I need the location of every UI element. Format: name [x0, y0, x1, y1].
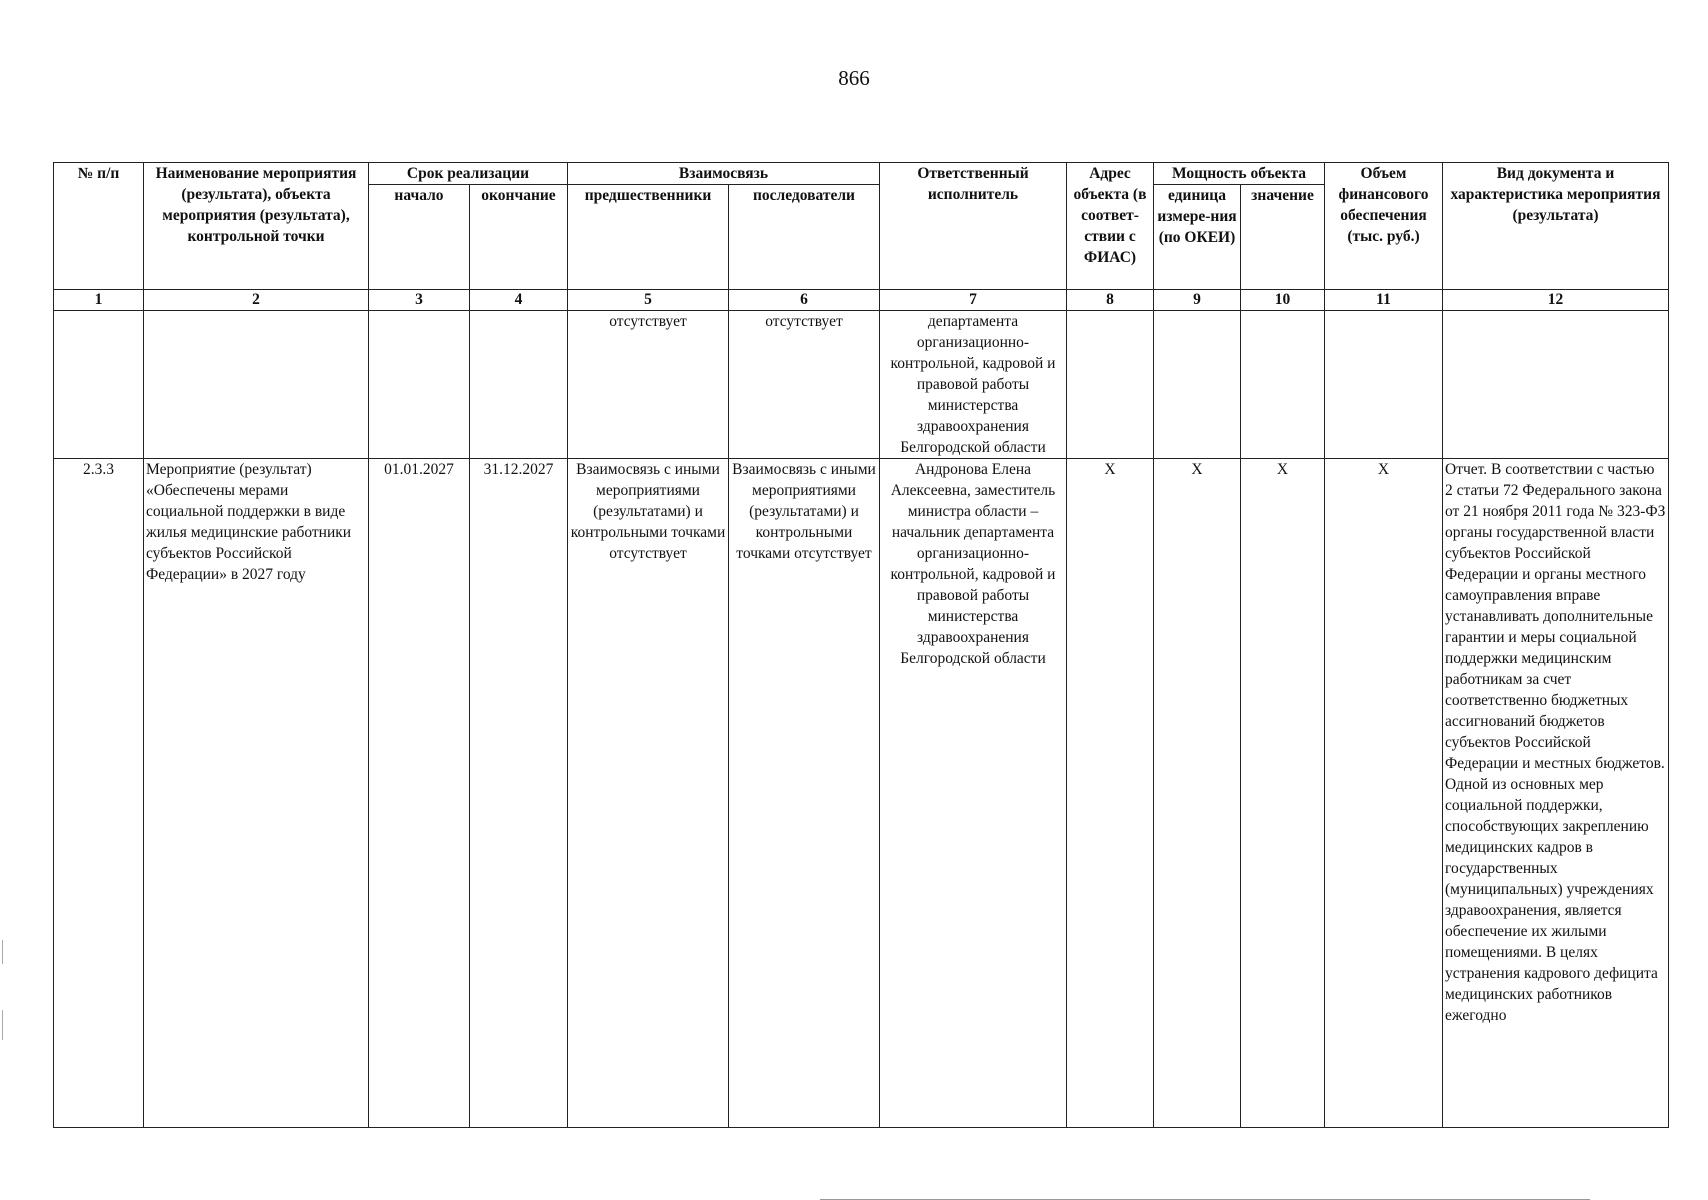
cell-pred: Взаимосвязь с иными мероприятиями (результатами) и контрольными точками отсутствует [568, 459, 729, 1128]
header-power-value: значение [1241, 185, 1325, 290]
cell-no: 2.3.3 [54, 459, 144, 1128]
header-rel-pred: предшественники [568, 185, 729, 290]
column-number: 5 [568, 290, 729, 311]
header-doc: Вид документа и характеристика мероприятия (результата) [1443, 163, 1669, 290]
cell-end: 31.12.2027 [470, 459, 568, 1128]
cell-doc [1443, 311, 1669, 459]
cell-pred: отсутствует [568, 311, 729, 459]
cell-value: Х [1241, 459, 1325, 1128]
cell-unit [1154, 311, 1241, 459]
plan-table [53, 162, 1669, 1128]
column-number: 12 [1443, 290, 1669, 311]
column-number: 9 [1154, 290, 1241, 311]
cell-end [470, 311, 568, 459]
cell-succ: отсутствует [729, 311, 880, 459]
cell-address [1067, 311, 1154, 459]
column-number: 8 [1067, 290, 1154, 311]
column-number: 7 [880, 290, 1067, 311]
column-number: 4 [470, 290, 568, 311]
cell-succ: Взаимосвязь с иными мероприятиями (результатами) и контрольными точками отсутствует [729, 459, 880, 1128]
cell-responsible: департамента организационно-контрольной, кадровой и правовой работы министерства здравоохранения Белгородской области [880, 311, 1067, 459]
column-number: 1 [54, 290, 144, 311]
scan-margin-mark [2, 940, 3, 964]
cell-unit: Х [1154, 459, 1241, 1128]
table-header [54, 163, 1669, 311]
table-row [54, 459, 1669, 1128]
header-rel-succ: последователи [729, 185, 880, 290]
column-number: 2 [144, 290, 369, 311]
header-power-unit: единица измере-ния (по ОКЕИ) [1154, 185, 1241, 290]
header-finance: Объем финансового обеспечения (тыс. руб.) [1325, 163, 1443, 290]
header-term-start: начало [369, 185, 470, 290]
header-address: Адрес объекта (в соответ-ствии с ФИАС) [1067, 163, 1154, 290]
column-number: 3 [369, 290, 470, 311]
header-relation: Взаимосвязь [568, 163, 880, 185]
cell-name [144, 311, 369, 459]
column-number: 11 [1325, 290, 1443, 311]
header-no: № п/п [54, 163, 144, 290]
table-row [54, 311, 1669, 459]
cell-finance: Х [1325, 459, 1443, 1128]
header-power: Мощность объекта [1154, 163, 1325, 185]
cell-start [369, 311, 470, 459]
cell-address: Х [1067, 459, 1154, 1128]
scan-margin-mark [2, 1010, 3, 1040]
cell-name: Мероприятие (результат) «Обеспечены мерами социальной поддержки в виде жилья медицинские работники субъектов Российской Федерации» в 2027 году [144, 459, 369, 1128]
column-number: 6 [729, 290, 880, 311]
cell-responsible: Андронова Елена Алексеевна, заместитель министра области – начальник департамента организационно-контрольной, кадровой и правовой работы министерства здравоохранения Белгородской области [880, 459, 1067, 1128]
header-term-end: окончание [470, 185, 568, 290]
page-number: 866 [838, 66, 870, 90]
cell-start: 01.01.2027 [369, 459, 470, 1128]
cell-doc: Отчет. В соответствии с частью 2 статьи 72 Федерального закона от 21 ноября 2011 года № 323-ФЗ органы государственной власти субъектов Российской Федерации и органы местного самоуправления вправе устанавливать дополнительные гарантии и меры социальной поддержки медицинским работникам за счет соответственно бюджетных ассигнований бюджетов субъектов Российской Федерации и местных бюджетов. Одной из основных мер социальной поддержки, способствующих закреплению медицинских кадров в государственных (муниципальных) учреждениях здравоохранения, является обеспечение их жилыми помещениями. В целях устранения кадрового дефицита медицинских работников ежегодно [1443, 459, 1669, 1128]
cell-finance [1325, 311, 1443, 459]
column-number: 10 [1241, 290, 1325, 311]
header-term: Срок реализации [369, 163, 568, 185]
column-numbers-row [54, 290, 1669, 311]
cell-no [54, 311, 144, 459]
header-name: Наименование мероприятия (результата), объекта мероприятия (результата), контрольной точки [144, 163, 369, 290]
cell-value [1241, 311, 1325, 459]
header-responsible: Ответственный исполнитель [880, 163, 1067, 290]
